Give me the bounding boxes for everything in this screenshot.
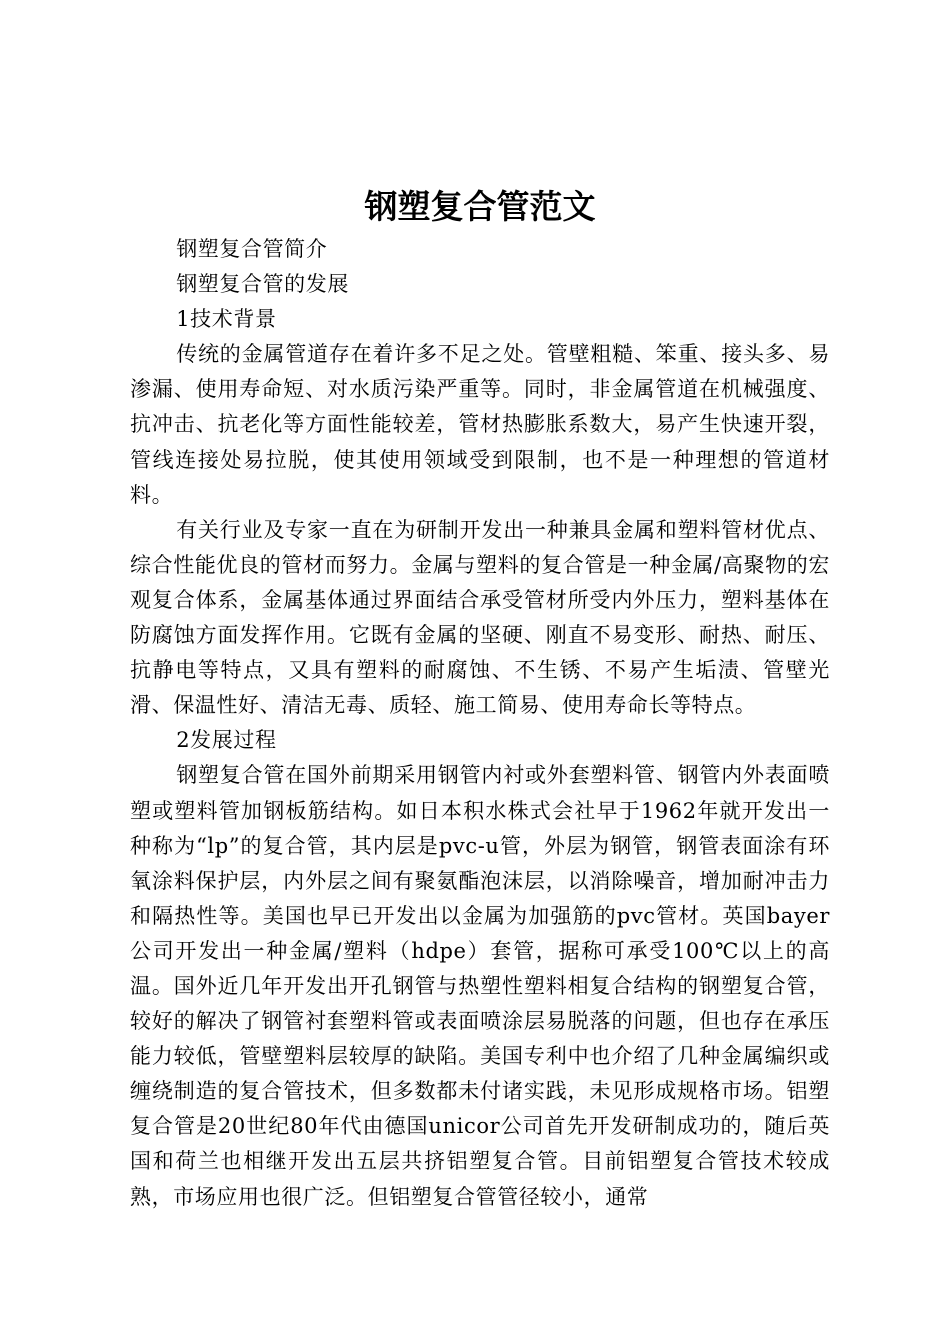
body-paragraph: 传统的金属管道存在着许多不足之处。管壁粗糙、笨重、接头多、易渗漏、使用寿命短、对水质污染严重等。同时，非金属管道在机械强度、抗冲击、抗老化等方面性能较差，管材热膨胀系数大，易产生快速开裂，管线连接处易拉脱，使其使用领域受到限制，也不是一种理想的管道材料。 [130, 342, 830, 507]
section-heading-intro: 钢塑复合管简介 [176, 237, 328, 261]
body-paragraph: 有关行业及专家一直在为研制开发出一种兼具金属和塑料管材优点、综合性能优良的管材而努力。金属与塑料的复合管是一种金属/高聚物的宏观复合体系，金属基体通过界面结合承受管材所受内外压力，塑料基体在防腐蚀方面发挥作用。它既有金属的坚硬、刚直不易变形、耐热、耐压、抗静电等特点，又具有塑料的耐腐蚀、不生锈、不易产生垢渍、管壁光滑、保温性好、清洁无毒、质轻、施工简易、使用寿命长等特点。 [130, 517, 830, 718]
section-heading-process: 2发展过程 [176, 728, 277, 753]
document-title: 钢塑复合管范文 [364, 187, 596, 226]
body-paragraph: 钢塑复合管在国外前期采用钢管内衬或外套塑料管、钢管内外表面喷塑或塑料管加钢板筋结构。如日本积水株式会社早于1962年就开发出一种称为“lp”的复合管，其内层是pvc-u管，外层为钢管，钢管表面涂有环氧涂料保护层，内外层之间有聚氨酯泡沫层，以消除噪音，增加耐冲击力和隔热性等。美国也早已开发出以金属为加强筋的pvc管材。英国bayer公司开发出一种金属/塑料（hdpe）套管，据称可承受100℃以上的高温。国外近几年开发出开孔钢管与热塑性塑料相复合结构的钢塑复合管，较好的解决了钢管衬套塑料管或表面喷涂层易脱落的问题，但也存在承压能力较低，管壁塑料层较厚的缺陷。美国专利中也介绍了几种金属编织或缠绕制造的复合管技术，但多数都未付诸实践，未见形成规格市场。铝塑复合管是20世纪80年代由德国unicor公司首先开发研制成功的，随后英国和荷兰也相继开发出五层共挤铝塑复合管。目前铝塑复合管技术较成熟，市场应用也很广泛。但铝塑复合管管径较小，通常 [130, 763, 830, 1209]
section-heading-development: 钢塑复合管的发展 [176, 272, 349, 297]
document-body [130, 232, 830, 1215]
section-heading-background: 1技术背景 [176, 307, 277, 332]
